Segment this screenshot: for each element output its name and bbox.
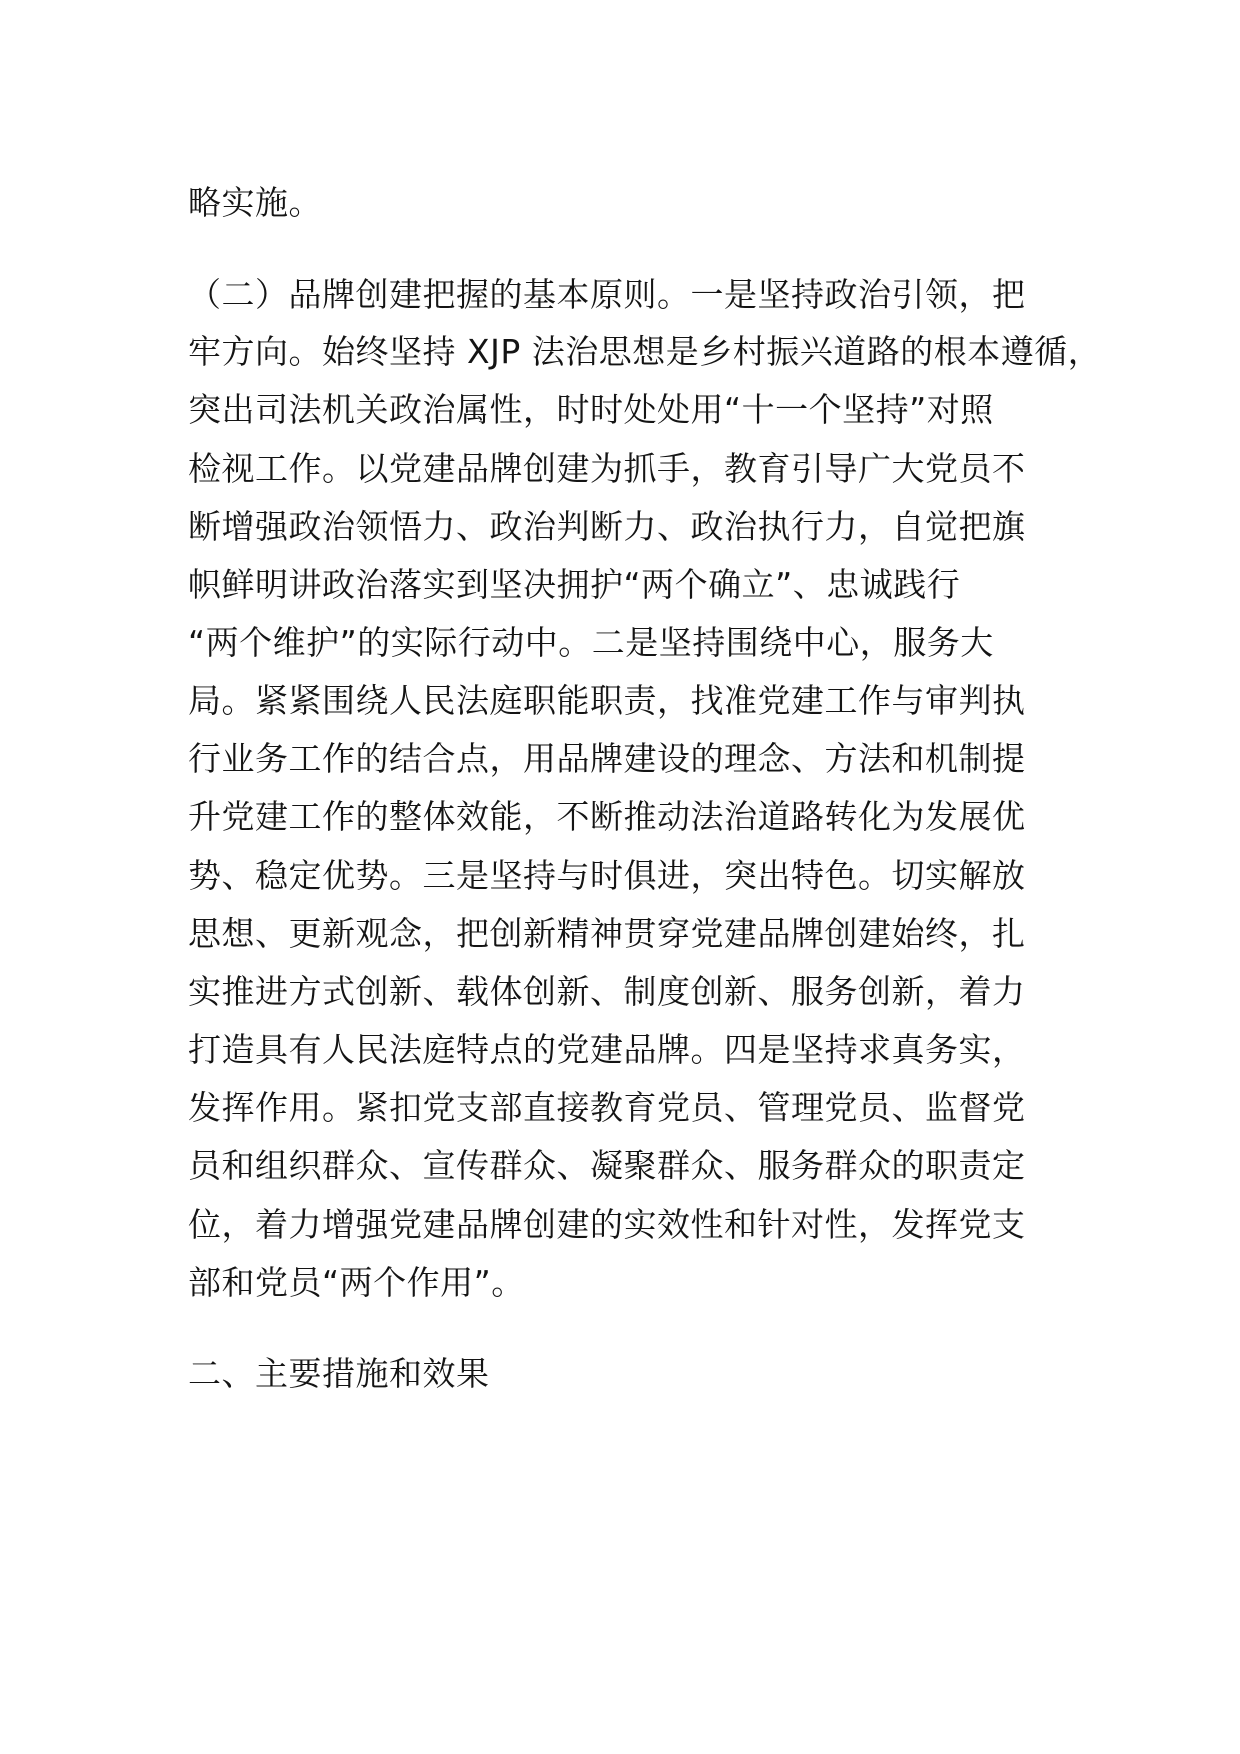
text-line: 员和组织群众、宣传群众、凝聚群众、服务群众的职责定 bbox=[188, 1146, 1026, 1185]
text-line: 突出司法机关政治属性，时时处处用“十一个坚持”对照 bbox=[188, 390, 994, 429]
text-line-continuation: 略实施。 bbox=[188, 183, 322, 222]
text-line: 势、稳定优势。三是坚持与时俱进，突出特色。切实解放 bbox=[188, 856, 1026, 895]
text-line: 思想、更新观念，把创新精神贯穿党建品牌创建始终，扎 bbox=[188, 914, 1026, 953]
text-line: 牢方向。始终坚持 XJP 法治思想是乡村振兴道路的根本遵循， bbox=[188, 332, 1102, 371]
text-line: 检视工作。以党建品牌创建为抓手，教育引导广大党员不 bbox=[188, 449, 1026, 488]
text-line: 断增强政治领悟力、政治判断力、政治执行力，自觉把旗 bbox=[188, 507, 1026, 546]
text-line: 升党建工作的整体效能，不断推动法治道路转化为发展优 bbox=[188, 797, 1026, 836]
text-line: 部和党员“两个作用”。 bbox=[188, 1263, 525, 1302]
text-line: 局。紧紧围绕人民法庭职能职责，找准党建工作与审判执 bbox=[188, 681, 1026, 720]
section-heading: 二、主要措施和效果 bbox=[188, 1354, 490, 1393]
text-line: 位，着力增强党建品牌创建的实效性和针对性，发挥党支 bbox=[188, 1205, 1026, 1244]
text-line: 打造具有人民法庭特点的党建品牌。四是坚持求真务实， bbox=[188, 1030, 1026, 1069]
text-line: 帜鲜明讲政治落实到坚决拥护“两个确立”、忠诚践行 bbox=[188, 565, 961, 604]
text-line: 实推进方式创新、载体创新、制度创新、服务创新，着力 bbox=[188, 972, 1026, 1011]
text-line-section-heading: （二）品牌创建把握的基本原则。一是坚持政治引领，把 bbox=[188, 275, 1026, 314]
text-line: 行业务工作的结合点，用品牌建设的理念、方法和机制提 bbox=[188, 739, 1026, 778]
text-line: “两个维护”的实际行动中。二是坚持围绕中心，服务大 bbox=[188, 623, 994, 662]
text-line: 发挥作用。紧扣党支部直接教育党员、管理党员、监督党 bbox=[188, 1088, 1026, 1127]
